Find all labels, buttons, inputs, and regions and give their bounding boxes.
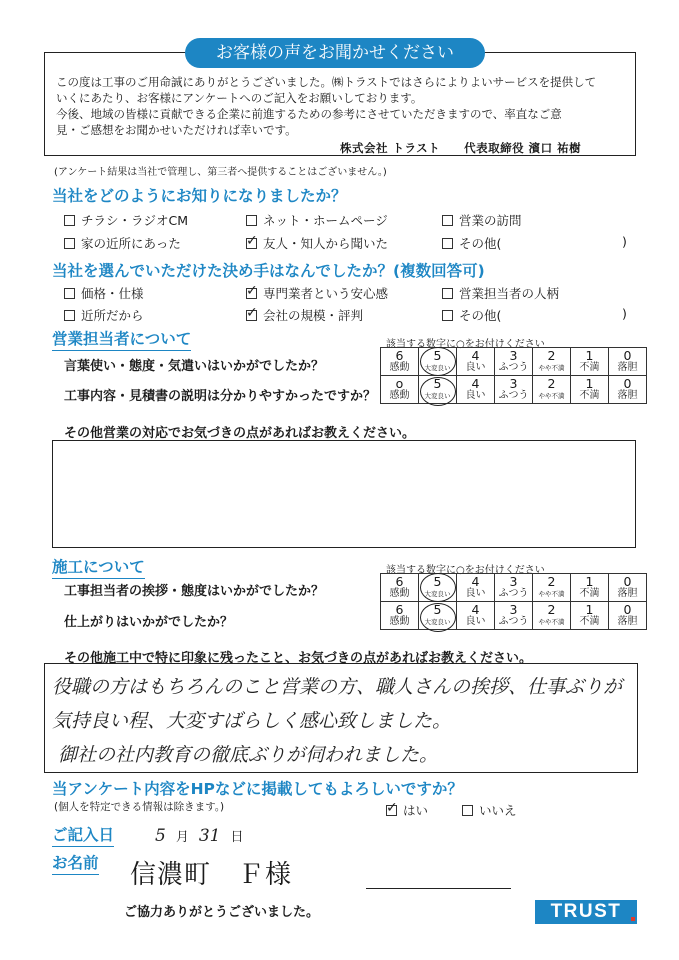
- rating-hint: 該当する数字に○をお付けください: [386, 339, 545, 350]
- rating-cell[interactable]: 1 不満: [571, 348, 609, 376]
- q2-option-other[interactable]: その他(: [442, 306, 501, 324]
- rating-cell[interactable]: 5 大変良い: [419, 574, 457, 602]
- date-label: ご記入日: [52, 823, 114, 847]
- intro-line: この度は工事のご用命誠にありがとうございました。㈱トラストではさらによりよいサービスを提供して: [56, 75, 597, 89]
- rating-cell[interactable]: 3 ふつう: [495, 348, 533, 376]
- rating-cell[interactable]: 2 やや不満: [533, 602, 571, 630]
- sales-comment-box[interactable]: [52, 440, 636, 548]
- name-underline: [366, 888, 511, 889]
- rating-cell[interactable]: 1 不満: [571, 376, 609, 404]
- day-unit: 日: [230, 830, 244, 845]
- thanks-message: ご協力ありがとうございました。: [124, 905, 320, 920]
- q1-title: 当社をどのようにお知りになりましたか？: [52, 187, 347, 205]
- intro-line: 今後、地域の皆様に貢献できる企業に前進するための参考にさせていただきますので、率直なご意: [56, 107, 562, 121]
- rating-cell[interactable]: 3 ふつう: [495, 574, 533, 602]
- rating-circle-mark: [420, 573, 456, 602]
- publish-no-option[interactable]: いいえ: [462, 801, 517, 819]
- date-month: 5: [155, 826, 166, 846]
- q2-option-checked[interactable]: ✓ 会社の規模・評判: [246, 306, 363, 324]
- publish-title: 当アンケート内容をHPなどに掲載してもよろしいですか？: [52, 780, 463, 798]
- checkbox-checked[interactable]: [386, 805, 397, 816]
- rating-cell[interactable]: o 感動: [381, 376, 419, 404]
- checkbox[interactable]: [246, 215, 257, 226]
- construction-section-title: 施工について: [52, 555, 145, 579]
- sales-comment-prompt: その他営業の対応でお気づきの点があればお教えください。: [64, 426, 416, 441]
- rating-cell[interactable]: 0 落胆: [609, 376, 647, 404]
- handwritten-comment-line: 役職の方はもちろんのこと営業の方、職人さんの挨拶、仕事ぶりが: [52, 676, 623, 698]
- rating-cell[interactable]: 3 ふつう: [495, 376, 533, 404]
- checkbox-checked[interactable]: [246, 310, 257, 321]
- rating-cell[interactable]: 6 感動: [381, 574, 419, 602]
- construction-question-1: 工事担当者の挨拶・態度はいかがでしたか？: [64, 584, 325, 599]
- rating-hint: 該当する数字に○をお付けください: [386, 565, 545, 576]
- handwritten-comment-line: 御社の社内教育の徹底ぶりが伺われました。: [58, 744, 439, 766]
- q2-option[interactable]: 営業担当者の人柄: [442, 284, 559, 302]
- rating-cell[interactable]: 0 落胆: [609, 602, 647, 630]
- sales-section-title: 営業担当者について: [52, 327, 191, 351]
- rating-cell[interactable]: 3 ふつう: [495, 602, 533, 630]
- rating-cell[interactable]: 1 不満: [571, 574, 609, 602]
- rating-cell[interactable]: 4 良い: [457, 602, 495, 630]
- intro-line: いくにあたり、お客様にアンケートへのご記入をお願いしております。: [56, 91, 423, 105]
- q2-option[interactable]: 価格・仕様: [64, 284, 144, 302]
- q1-option[interactable]: チラシ・ラジオCM: [64, 211, 188, 229]
- q2-title: 当社を選んでいただけた決め手はなんでしたか？(複数回答可): [52, 262, 485, 280]
- rating-cell[interactable]: 6 感動: [381, 348, 419, 376]
- rating-cell[interactable]: 4 良い: [457, 376, 495, 404]
- privacy-note: (アンケート結果は当社で管理し、第三者へ提供することはございません。): [54, 167, 387, 178]
- rating-cell[interactable]: 4 良い: [457, 348, 495, 376]
- checkbox-checked[interactable]: [246, 288, 257, 299]
- intro-text: [56, 74, 626, 138]
- checkbox[interactable]: [64, 288, 75, 299]
- rating-circle-mark: [420, 347, 456, 376]
- other-paren-close: ): [622, 234, 627, 249]
- q1-option-checked[interactable]: ✓ 友人・知人から聞いた: [246, 234, 388, 252]
- rating-cell[interactable]: 6 感動: [381, 602, 419, 630]
- checkbox[interactable]: [64, 238, 75, 249]
- checkbox[interactable]: [442, 310, 453, 321]
- company-signature: 株式会社 トラスト 代表取締役 濱口 祐樹: [340, 141, 582, 155]
- construction-question-2: 仕上がりはいかがでしたか？: [64, 615, 234, 630]
- handwritten-comment-line: 気持良い程、大変すばらしく感心致しました。: [52, 710, 452, 732]
- sales-question-2: 工事内容・見積書の説明は分かりやすかったですか？: [64, 389, 377, 404]
- other-paren-close: ): [622, 306, 627, 321]
- rating-cell[interactable]: 2 やや不満: [533, 376, 571, 404]
- rating-cell[interactable]: 0 落胆: [609, 574, 647, 602]
- trust-logo: TRUST: [535, 900, 637, 924]
- sales-question-1: 言葉使い・態度・気遣いはいかがでしたか？: [64, 359, 325, 374]
- rating-cell[interactable]: 2 やや不満: [533, 574, 571, 602]
- publish-note: (個人を特定できる情報は除きます。): [54, 801, 225, 813]
- intro-line: 見・ご感想をお聞かせいただければ幸いです。: [56, 123, 297, 137]
- month-unit: 月: [175, 830, 189, 845]
- rating-circle-mark: [420, 603, 456, 632]
- rating-cell[interactable]: 5 大変良い: [419, 376, 457, 404]
- customer-name[interactable]: 信濃町 Ｆ様: [130, 860, 293, 890]
- checkbox[interactable]: [64, 310, 75, 321]
- checkbox[interactable]: [442, 238, 453, 249]
- q2-option[interactable]: 近所だから: [64, 306, 144, 324]
- logo-accent-dot: [631, 917, 635, 921]
- rating-cell[interactable]: 2 やや不満: [533, 348, 571, 376]
- checkbox[interactable]: [442, 215, 453, 226]
- q2-option-checked[interactable]: ✓ 専門業者という安心感: [246, 284, 388, 302]
- checkbox-checked[interactable]: [246, 238, 257, 249]
- construction-comment-prompt: その他施工中で特に印象に残ったこと、お気づきの点があればお教えください。: [64, 651, 533, 666]
- entry-date[interactable]: [155, 826, 244, 846]
- q1-option[interactable]: ネット・ホームページ: [246, 211, 388, 229]
- q1-option[interactable]: 営業の訪問: [442, 211, 522, 229]
- survey-title: お客様の声をお聞かせください: [185, 38, 485, 68]
- name-label: お名前: [52, 851, 99, 875]
- q1-option[interactable]: 家の近所にあった: [64, 234, 181, 252]
- rating-circle-mark: [420, 377, 456, 406]
- q1-option-other[interactable]: その他(: [442, 234, 501, 252]
- checkbox[interactable]: [462, 805, 473, 816]
- date-day: 31: [198, 826, 221, 846]
- checkbox[interactable]: [442, 288, 453, 299]
- rating-cell[interactable]: 5 大変良い: [419, 348, 457, 376]
- rating-cell[interactable]: 1 不満: [571, 602, 609, 630]
- checkbox[interactable]: [64, 215, 75, 226]
- rating-cell[interactable]: 5 大変良い: [419, 602, 457, 630]
- rating-cell[interactable]: 4 良い: [457, 574, 495, 602]
- rating-cell[interactable]: 0 落胆: [609, 348, 647, 376]
- publish-yes-option[interactable]: ✓ はい: [386, 801, 428, 819]
